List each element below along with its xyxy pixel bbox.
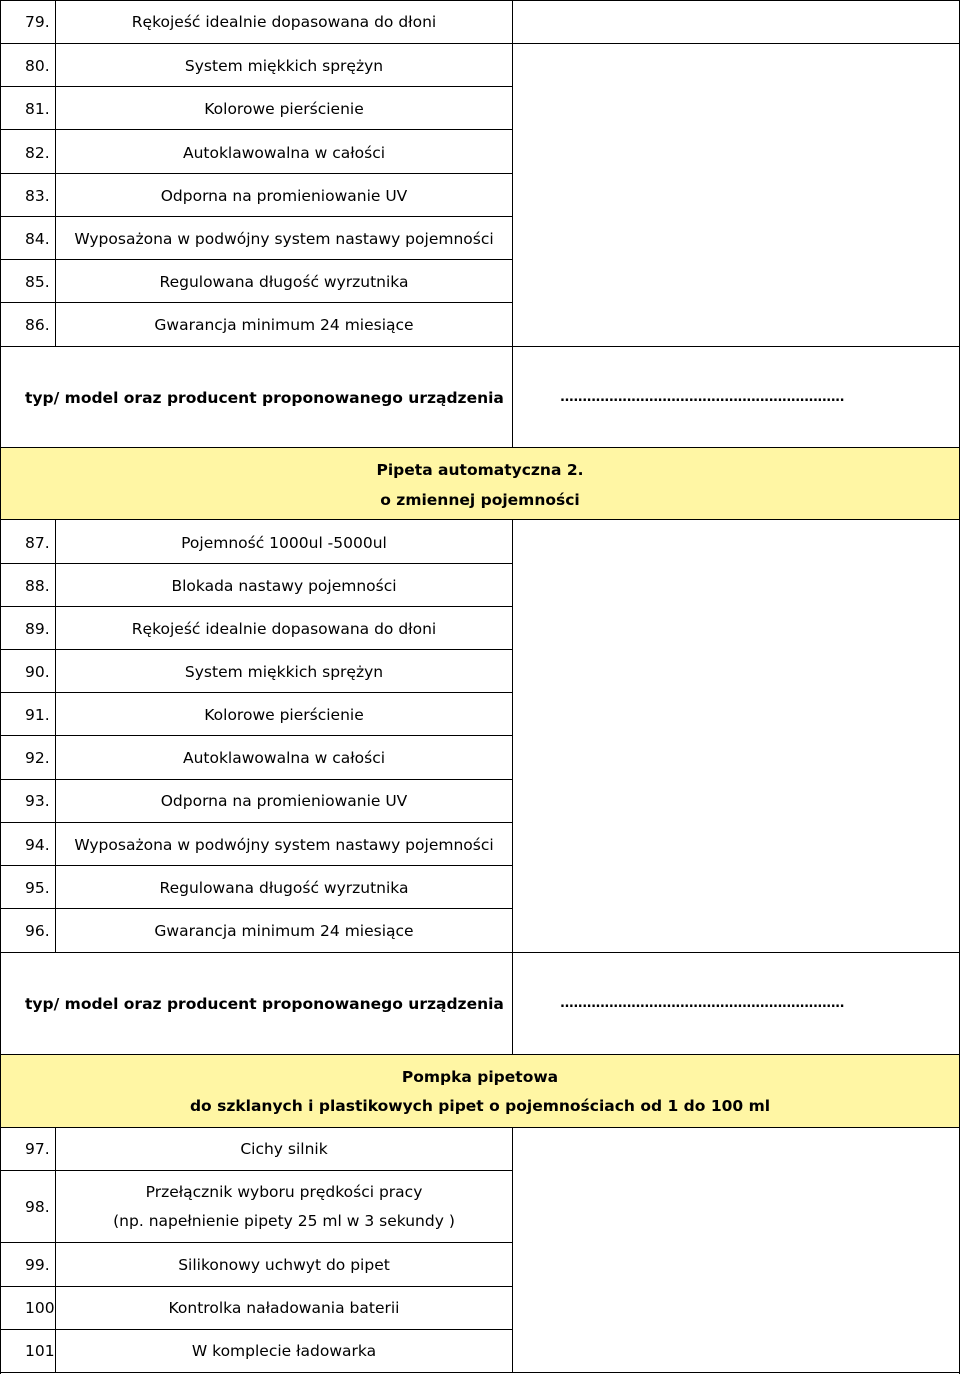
row-label: Wyposażona w podwójny system nastawy pojemności <box>74 230 494 248</box>
row-label: Regulowana długość wyrzutnika <box>159 273 409 291</box>
row-number: 87. <box>25 534 50 552</box>
row-number: 86. <box>25 316 50 334</box>
row-number: 100 <box>25 1299 55 1317</box>
row-label: Silikonowy uchwyt do pipet <box>178 1256 390 1274</box>
row-number: 101 <box>25 1342 55 1360</box>
row-label: Autoklawowalna w całości <box>182 749 386 767</box>
grid-line <box>0 1286 512 1287</box>
row-number: 82. <box>25 144 50 162</box>
summary-value: ................................................................ <box>560 390 845 405</box>
row-label: Regulowana długość wyrzutnika <box>159 879 409 897</box>
row-number: 94. <box>25 836 50 854</box>
row-label: Cichy silnik <box>240 1140 328 1158</box>
row-number: 83. <box>25 187 50 205</box>
row-number: 80. <box>25 57 50 75</box>
grid-line <box>0 0 512 1</box>
row-label: Rękojeść idealnie dopasowana do dłoni <box>131 620 437 638</box>
grid-line <box>0 649 512 650</box>
grid-line <box>512 0 513 448</box>
section-subtitle: do szklanych i plastikowych pipet o pojemnościach od 1 do 100 ml <box>189 1097 771 1115</box>
grid-line <box>55 0 56 346</box>
grid-line <box>0 606 512 607</box>
row-number: 79. <box>25 13 50 31</box>
grid-line <box>0 519 960 520</box>
row-number: 92. <box>25 749 50 767</box>
grid-line <box>512 43 960 44</box>
row-number: 96. <box>25 922 50 940</box>
section-highlight <box>1 1055 959 1127</box>
row-label: Blokada nastawy pojemności <box>171 577 397 595</box>
grid-line <box>0 952 960 953</box>
row-number: 91. <box>25 706 50 724</box>
grid-line <box>512 519 513 1055</box>
grid-line <box>0 779 512 780</box>
row-number: 89. <box>25 620 50 638</box>
grid-line <box>0 1127 960 1128</box>
grid-line <box>0 346 960 347</box>
grid-line <box>0 822 512 823</box>
row-label: Wyposażona w podwójny system nastawy pojemności <box>74 836 494 854</box>
row-label: W komplecie ładowarka <box>191 1342 377 1360</box>
grid-line <box>0 86 512 87</box>
section-title: Pompka pipetowa <box>401 1068 559 1086</box>
row-label: Odporna na promieniowanie UV <box>160 187 408 205</box>
row-label: System miękkich sprężyn <box>184 57 384 75</box>
row-label: Gwarancja minimum 24 miesiące <box>154 316 414 334</box>
row-number: 95. <box>25 879 50 897</box>
row-label: Kolorowe pierścienie <box>204 100 364 118</box>
grid-line <box>0 1242 512 1243</box>
grid-line <box>0 692 512 693</box>
row-label-line2: (np. napełnienie pipety 25 ml w 3 sekundy ) <box>113 1212 455 1230</box>
grid-line <box>512 1127 513 1373</box>
row-number: 98. <box>25 1198 50 1216</box>
grid-line <box>0 735 512 736</box>
row-label: Odporna na promieniowanie UV <box>160 792 408 810</box>
grid-line <box>0 908 512 909</box>
row-label-line1: Przełącznik wyboru prędkości pracy <box>145 1183 423 1201</box>
row-number: 99. <box>25 1256 50 1274</box>
grid-line <box>0 1329 512 1330</box>
row-label: Gwarancja minimum 24 miesiące <box>154 922 414 940</box>
row-label: Pojemność 1000ul -5000ul <box>181 534 387 552</box>
grid-line <box>0 0 1 1374</box>
grid-line <box>0 1372 960 1373</box>
grid-line <box>55 519 56 952</box>
row-label: System miękkich sprężyn <box>184 663 384 681</box>
summary-value: ................................................................ <box>560 996 845 1011</box>
grid-line <box>55 1127 56 1373</box>
grid-line <box>0 1170 512 1171</box>
grid-line <box>0 447 960 448</box>
grid-line <box>0 259 512 260</box>
row-number: 97. <box>25 1140 50 1158</box>
row-number: 88. <box>25 577 50 595</box>
grid-line <box>0 865 512 866</box>
row-label: Autoklawowalna w całości <box>182 144 386 162</box>
section-title: Pipeta automatyczna 2. <box>376 461 584 479</box>
grid-line <box>0 216 512 217</box>
row-label: Kontrolka naładowania baterii <box>168 1299 400 1317</box>
row-number: 93. <box>25 792 50 810</box>
row-number: 81. <box>25 100 50 118</box>
section-subtitle: o zmiennej pojemności <box>380 491 580 509</box>
grid-line <box>0 43 512 44</box>
grid-line <box>0 563 512 564</box>
grid-line <box>0 302 512 303</box>
row-label: Kolorowe pierścienie <box>204 706 364 724</box>
grid-line <box>0 1054 960 1055</box>
summary-label: typ/ model oraz producent proponowanego urządzenia <box>25 389 504 407</box>
row-number: 90. <box>25 663 50 681</box>
row-number: 85. <box>25 273 50 291</box>
row-number: 84. <box>25 230 50 248</box>
row-label: Rękojeść idealnie dopasowana do dłoni <box>131 13 437 31</box>
summary-label: typ/ model oraz producent proponowanego urządzenia <box>25 995 504 1013</box>
grid-line <box>0 173 512 174</box>
grid-line <box>512 0 960 1</box>
grid-line <box>0 129 512 130</box>
